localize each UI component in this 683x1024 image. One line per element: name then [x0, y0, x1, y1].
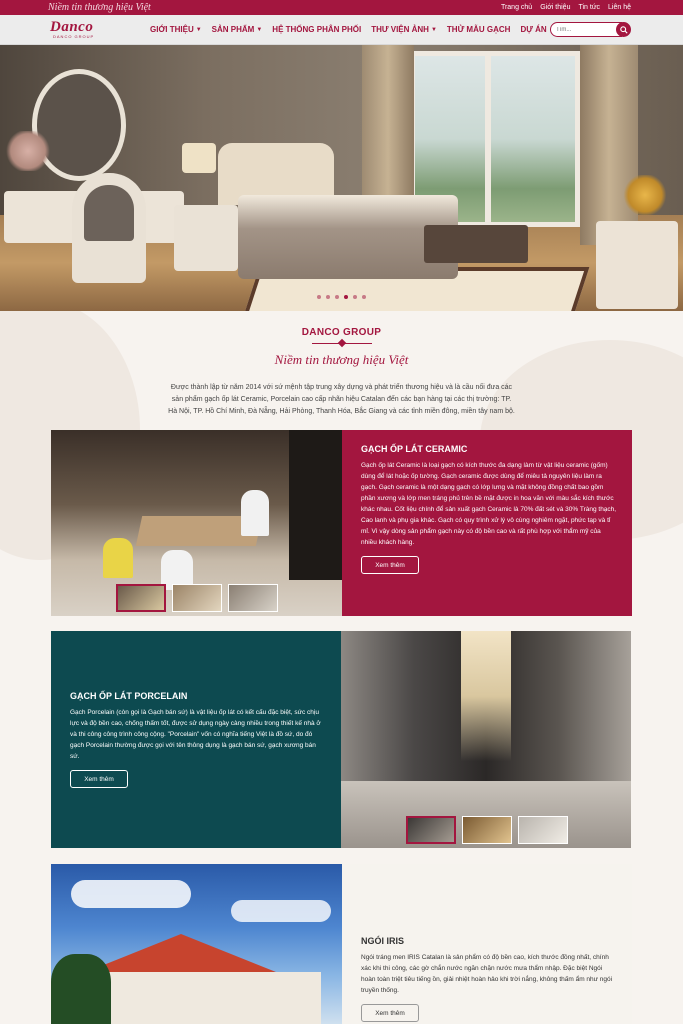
image-tree	[51, 954, 111, 1024]
product-info	[51, 631, 341, 848]
hero-image-nightstand	[174, 205, 238, 271]
logo[interactable]	[50, 19, 106, 41]
hero-image-window-bar	[485, 51, 491, 227]
product-gallery	[51, 430, 342, 616]
slider-dot[interactable]	[326, 295, 330, 299]
product-block-porcelain	[51, 631, 632, 848]
hero-image-curtain	[580, 45, 638, 245]
menu-label: THƯ VIỆN ẢNH	[371, 25, 429, 34]
caret-down-icon: ▼	[256, 26, 263, 33]
thumbnail-strip	[51, 584, 342, 612]
hero-image-flowers	[4, 131, 52, 171]
section-title: DANCO GROUP	[301, 327, 382, 338]
menu-label: GIỚI THIỆU	[150, 25, 194, 34]
image-chair	[241, 490, 269, 536]
caret-down-icon: ▼	[430, 26, 437, 33]
thumbnail[interactable]	[518, 816, 568, 844]
product-info	[342, 430, 632, 616]
menu-label: SẢN PHẨM	[211, 25, 255, 34]
top-links	[501, 4, 631, 11]
search-input[interactable]	[550, 22, 622, 37]
main-nav	[0, 15, 683, 45]
main-menu	[150, 25, 547, 34]
thumbnail-strip	[341, 816, 632, 844]
product-title: GẠCH ỐP LÁT PORCELAIN	[70, 691, 188, 701]
hero-image-bench	[424, 225, 528, 263]
image-cloud	[231, 900, 331, 922]
intro-section	[0, 311, 683, 429]
slogan: Niềm tin thương hiệu Việt	[274, 352, 409, 367]
product-gallery	[341, 631, 632, 848]
top-link-news[interactable]: Tin tức	[578, 4, 601, 11]
menu-label: HỆ THỐNG PHÂN PHỐI	[272, 25, 362, 34]
view-more-button[interactable]: Xem thêm	[70, 770, 128, 788]
title-divider	[312, 343, 372, 344]
product-description: Ngói tráng men IRIS Catalan là sản phẩm có độ bền cao, kích thước đồng nhất, chính xác khi thi công, các gờ chắn nước ngăn chặn nước mưa thẩm nhập. Đặc biệt Ngói hoàn toàn triệt tiêu tiếng ồn, giải nhiệt hoàn hảo khi trời nắng, không thấm ẩm như ngói truyền thống.	[361, 954, 613, 994]
product-title: GẠCH ỐP LÁT CERAMIC	[361, 444, 468, 454]
menu-item-projects[interactable]	[520, 25, 546, 34]
thumbnail[interactable]	[172, 584, 222, 612]
slider-dot[interactable]	[362, 295, 366, 299]
thumbnail-selected[interactable]	[406, 816, 456, 844]
logo-subtext: DANCO GROUP	[53, 33, 95, 39]
view-more-button[interactable]: Xem thêm	[361, 1004, 419, 1022]
caret-down-icon: ▼	[195, 26, 202, 33]
image-roof	[81, 934, 281, 974]
product-block-roof-tile	[51, 864, 632, 1024]
hero-image-chair-cushion	[84, 185, 134, 241]
product-info	[342, 864, 632, 1024]
top-link-about[interactable]: Giới thiệu	[540, 4, 571, 11]
slider-dot-active[interactable]	[344, 295, 348, 299]
top-link-contact[interactable]: Liên hệ	[608, 4, 631, 11]
image-cloud	[71, 880, 191, 908]
menu-item-products[interactable]	[212, 25, 263, 34]
menu-item-tile-try[interactable]	[447, 25, 511, 34]
product-gallery	[51, 864, 342, 1024]
product-description: Gạch Porcelain (còn gọi là Gạch bán sứ) là vật liệu ốp lát có kết cấu đặc biệt, sức chịu lực và độ bền cao, chống thấm tốt, được sử dụng ngày càng nhiều trong thiết kế nhà ở và thi công công trình công cộng. "Porcelain" vốn có nghĩa tiếng Việt là đồ sứ, do đó gạch Porcelain thường được gọi với tên thông dụng là gạch bán sứ, gạch xương bán sứ.	[70, 709, 321, 760]
top-tagline: Niềm tin thương hiệu Việt	[48, 2, 151, 13]
search-button[interactable]	[616, 22, 631, 37]
slider-dot[interactable]	[353, 295, 357, 299]
menu-label: DỰ ÁN	[520, 25, 547, 34]
diamond-icon	[337, 339, 345, 347]
top-link-home[interactable]: Trang chủ	[500, 4, 533, 11]
product-description: Gạch ốp lát Ceramic là loại gạch có kích thước đa dạng làm từ vật liệu ceramic (gốm) dùng để lát hoặc ốp tường. Gạch ceramic được dùng để miêu tả nguyên liệu làm ra gạch. Gạch ceramic là một dạng gạch có lớp lưng và mặt không đồng chất bao gồm phần xương và lớp men tráng phủ trên bề mặt được in hoa văn với màu sắc kích thước khác nhau. Cốt liệu chính để sản xuất gạch Ceramic là 70% đất sét và 30% Tràng thạch, Cao lanh và phụ gia khác. Gạch có quy trình xử lý vô cùng nghiêm ngặt, phức tạp và tỉ mỉ. Vì vậy dòng sản phẩm gạch này có độ bền cao và rất phù hợp với thẩm mỹ của nhiều khách hàng.	[361, 462, 617, 546]
slider-dot[interactable]	[317, 295, 321, 299]
product-image-house	[51, 864, 342, 1024]
product-block-ceramic	[51, 430, 632, 616]
image-chair	[103, 538, 133, 578]
top-bar	[0, 0, 683, 15]
image-shelf	[289, 430, 342, 580]
logo-text: Danco	[50, 18, 94, 35]
menu-label: THỬ MẪU GẠCH	[446, 25, 511, 34]
hero-image-lamp	[182, 143, 216, 173]
hero-slider[interactable]	[0, 45, 683, 311]
search-box	[550, 22, 631, 37]
product-title: NGÓI IRIS	[361, 936, 405, 946]
slider-dots	[0, 295, 683, 299]
view-more-button[interactable]: Xem thêm	[361, 556, 419, 574]
thumbnail[interactable]	[462, 816, 512, 844]
image-house-body	[91, 972, 321, 1024]
thumbnail[interactable]	[228, 584, 278, 612]
menu-item-gallery[interactable]	[371, 25, 437, 34]
slider-dot[interactable]	[335, 295, 339, 299]
intro-text: Được thành lập từ năm 2014 với sứ mệnh tập trung xây dựng và phát triển thương hiệu và là cầu nối đưa các sản phẩm gạch ốp lát Ceramic, Porcelain cao cấp nhãn hiệu Catalan đến các bạn hàng tại các thị trường: TP. Hà Nội, TP. Hồ Chí Minh, Đà Nẵng, Hải Phòng, Thanh Hóa, Bắc Giang và các tỉnh miền đông, miền tây nam bộ.	[168, 384, 515, 415]
hero-image-flowers	[622, 175, 668, 215]
search-icon	[620, 26, 628, 34]
thumbnail-selected[interactable]	[116, 584, 166, 612]
menu-item-about[interactable]	[150, 25, 202, 34]
menu-item-distribution[interactable]	[272, 25, 361, 34]
